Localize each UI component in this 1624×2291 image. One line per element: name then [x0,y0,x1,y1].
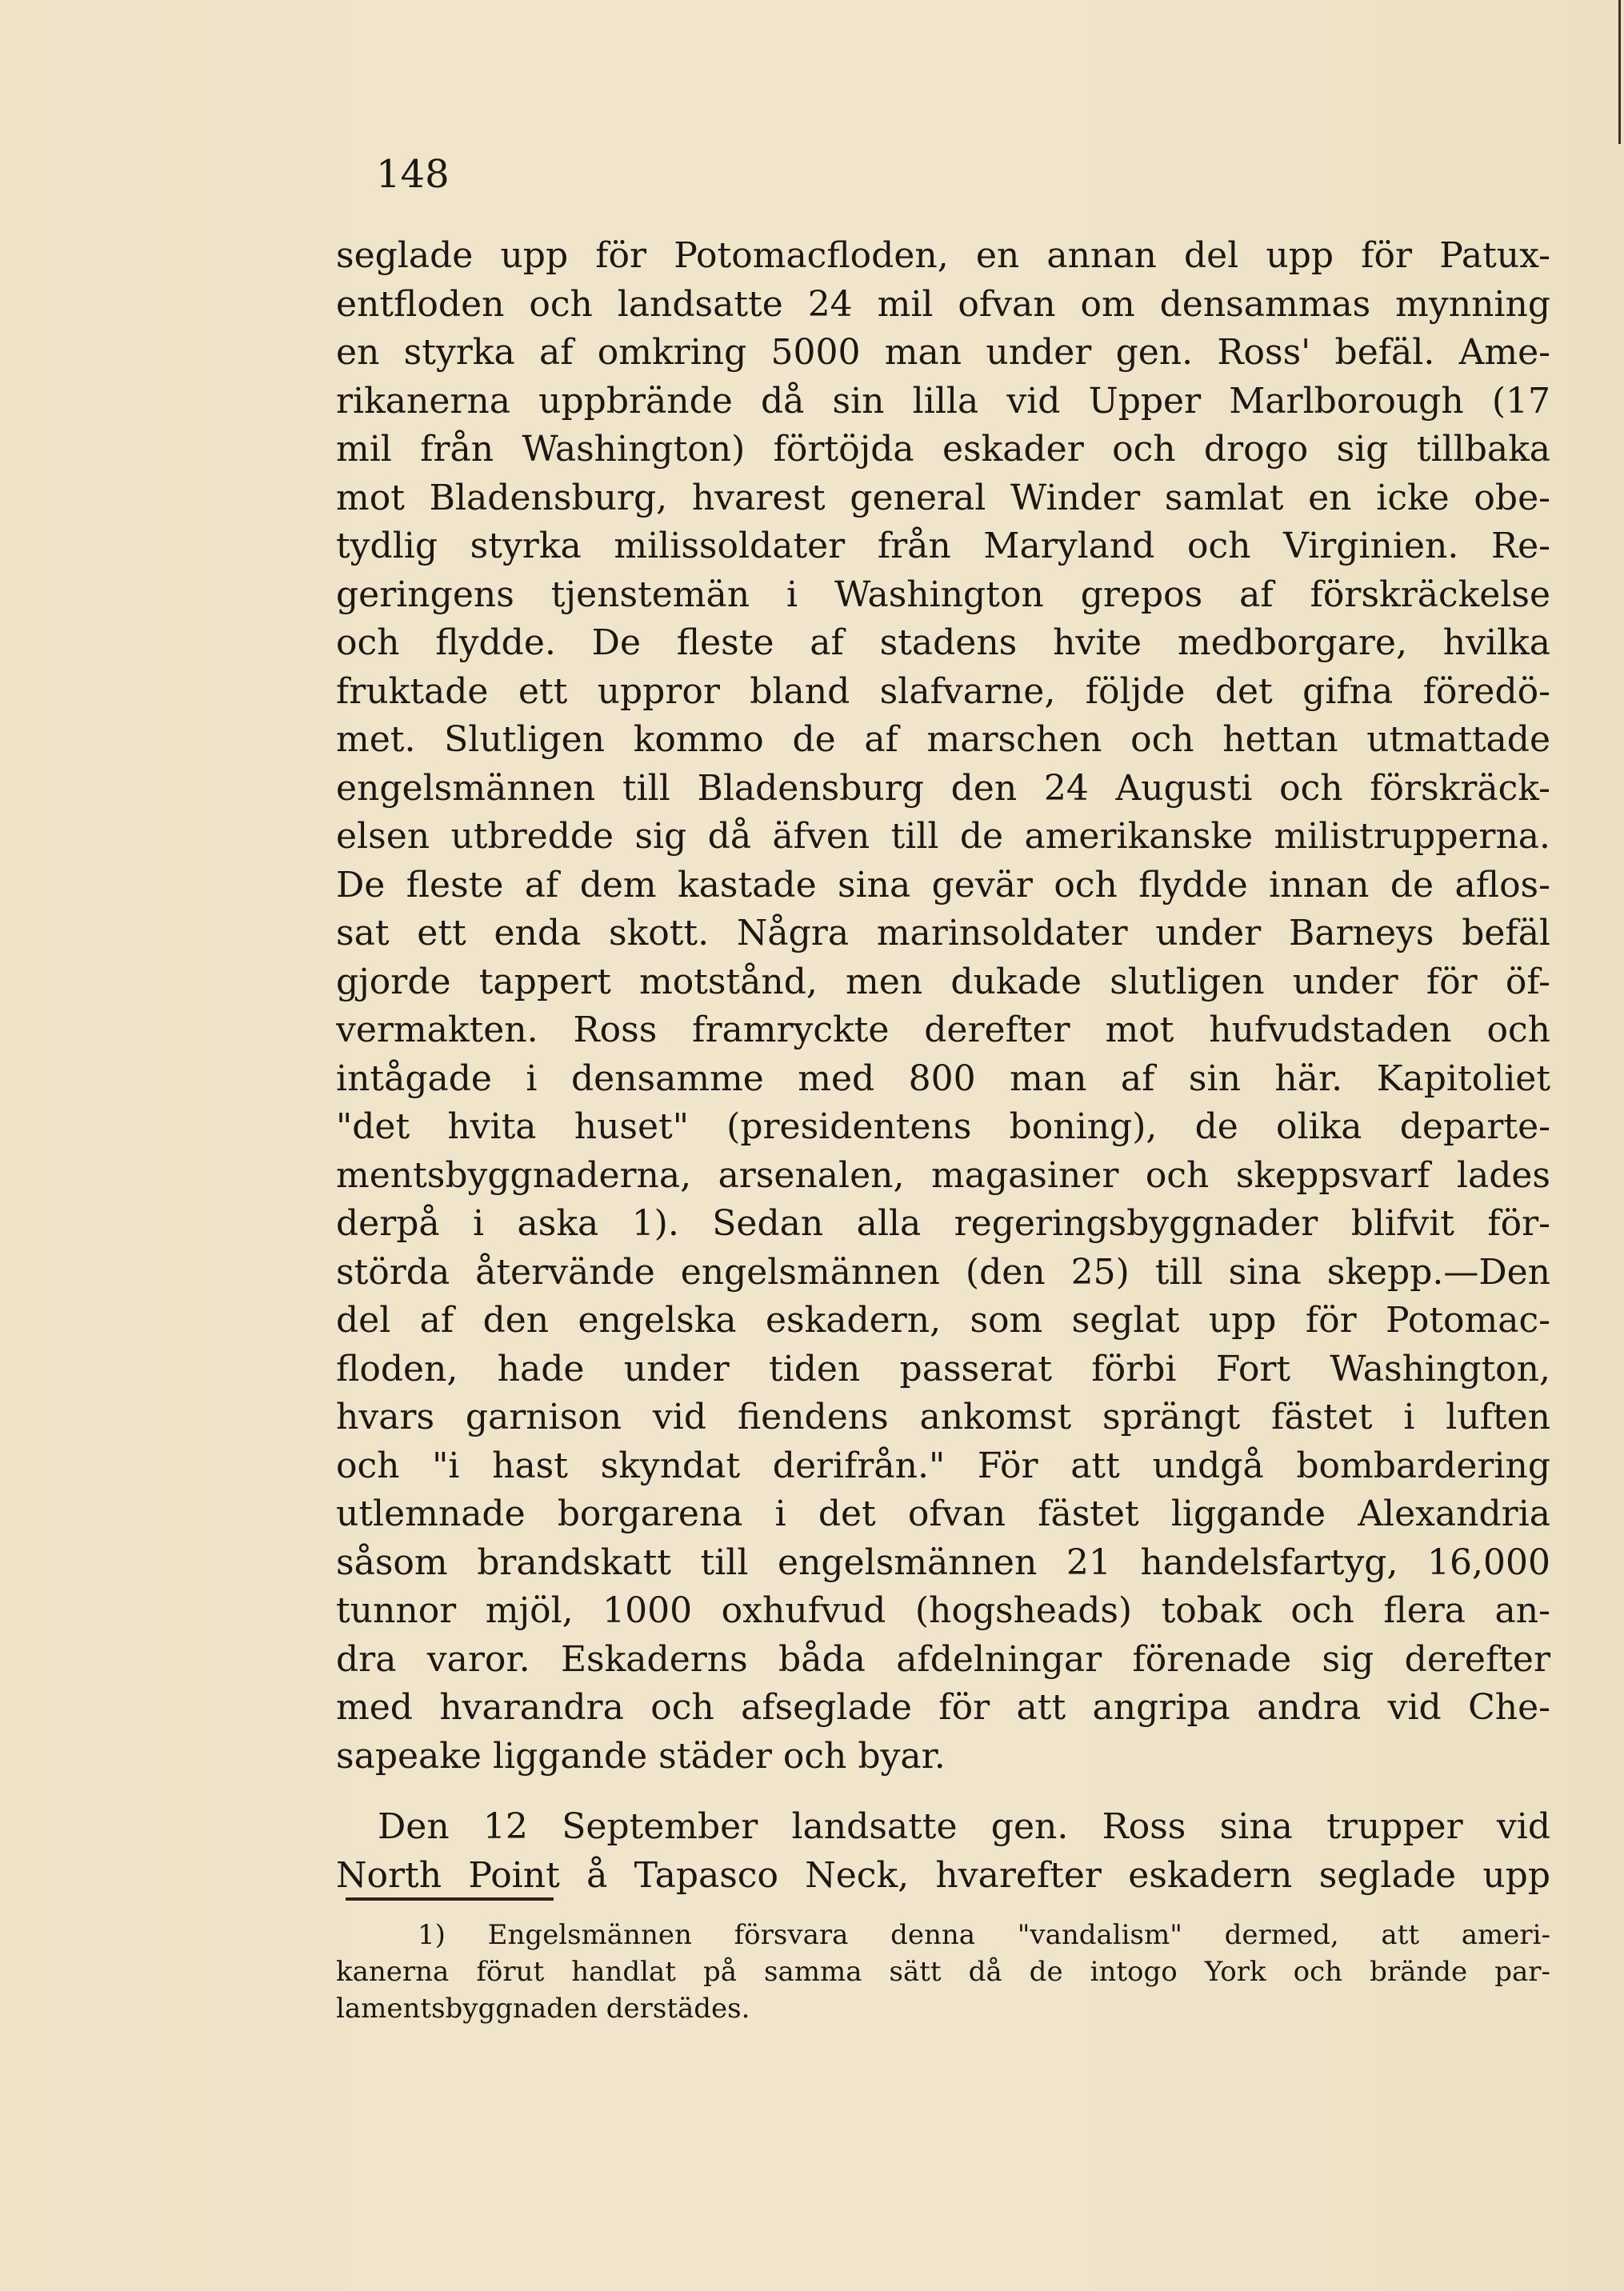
text-line: "det hvita huset" (presidentens boning), de olika departe- [336,1106,1550,1147]
text-line: gjorde tappert motstånd, men dukade slutligen under för öf- [336,961,1550,1002]
text-line: met. Slutligen kommo de af marschen och hettan utmattade [336,719,1550,760]
text-line: rikanerna uppbrände då sin lilla vid Upper Marlborough (17 [336,380,1550,422]
text-line: vermakten. Ross framryckte derefter mot hufvudstaden och [336,1010,1550,1050]
text-line: utlemnade borgarena i det ofvan fästet liggande Alexandria [336,1493,1550,1534]
text-line: mot Bladensburg, hvarest general Winder samlat en icke obe- [336,477,1550,518]
text-line: Den 12 September landsatte gen. Ross sina trupper vid [378,1806,1550,1847]
text-line: del af den engelska eskadern, som seglat upp för Potomac- [336,1300,1550,1341]
text-line: mentsbyggnaderna, arsenalen, magasiner och skeppsvarf lades [336,1154,1550,1196]
text-line: hvars garnison vid fiendens ankomst sprängt fästet i luften [336,1397,1550,1437]
page-number: 148 [376,152,450,197]
text-line: sat ett enda skott. Några marinsoldater under Barneys befäl [336,913,1550,954]
footnote-line: kanerna förut handlat på samma sätt då de intogo York och brände par- [336,1956,1550,1988]
text-line: derpå i aska 1). Sedan alla regeringsbyggnader blifvit för- [336,1203,1550,1244]
page-edge [1618,0,1621,144]
text-line: De fleste af dem kastade sina gevär och flydde innan de aflos- [336,864,1550,906]
text-line: intågade i densamme med 800 man af sin här. Kapitoliet [336,1058,1550,1099]
main-text [336,232,1550,1900]
text-line: en styrka af omkring 5000 man under gen. Ross' befäl. Ame- [336,332,1550,373]
text-line: sapeake liggande städer och byar. [336,1735,946,1777]
text-line: med hvarandra och afseglade för att angripa andra vid Che- [336,1687,1550,1728]
footnotes [336,1917,1550,2027]
text-line: engelsmännen till Bladensburg den 24 Augusti och förskräck- [336,767,1550,809]
footnote-rule [346,1897,554,1901]
paragraph-gap [336,1781,1550,1803]
text-line: och "i hast skyndat derifrån." För att undgå bombardering [336,1445,1550,1486]
text-line: geringens tjenstemän i Washington grepos af förskräckelse [336,574,1550,615]
text-line: och flydde. De fleste af stadens hvite medborgare, hvilka [336,622,1550,663]
text-line: störda återvände engelsmännen (den 25) till sina skepp.—Den [336,1251,1550,1293]
text-line: mil från Washington) förtöjda eskader och drogo sig tillbaka [336,429,1550,470]
text-line: entfloden och landsatte 24 mil ofvan om densammas mynning [336,283,1550,325]
text-line: tydlig styrka milissoldater från Maryland och Virginien. Re- [336,526,1550,566]
text-line: såsom brandskatt till engelsmännen 21 handelsfartyg, 16,000 [336,1541,1550,1583]
footnote-line: 1) Engelsmännen försvara denna "vandalism" dermed, att ameri- [418,1919,1550,1951]
text-line: fruktade ett uppror bland slafvarne, följde det gifna föredö- [336,670,1550,712]
text-line: elsen utbredde sig då äfven till de amerikanske milistrupperna. [336,816,1550,857]
text-line: dra varor. Eskaderns båda afdelningar förenade sig derefter [336,1638,1550,1680]
text-line: seglade upp för Potomacfloden, en annan del upp för Patux- [336,235,1550,276]
text-line: tunnor mjöl, 1000 oxhufvud (hogsheads) tobak och flera an- [336,1590,1550,1631]
footnote-line: lamentsbyggnaden derstädes. [336,1993,750,2025]
text-line: floden, hade under tiden passerat förbi Fort Washington, [336,1348,1550,1389]
text-line: North Point å Tapasco Neck, hvarefter eskadern seglade upp [336,1854,1550,1896]
